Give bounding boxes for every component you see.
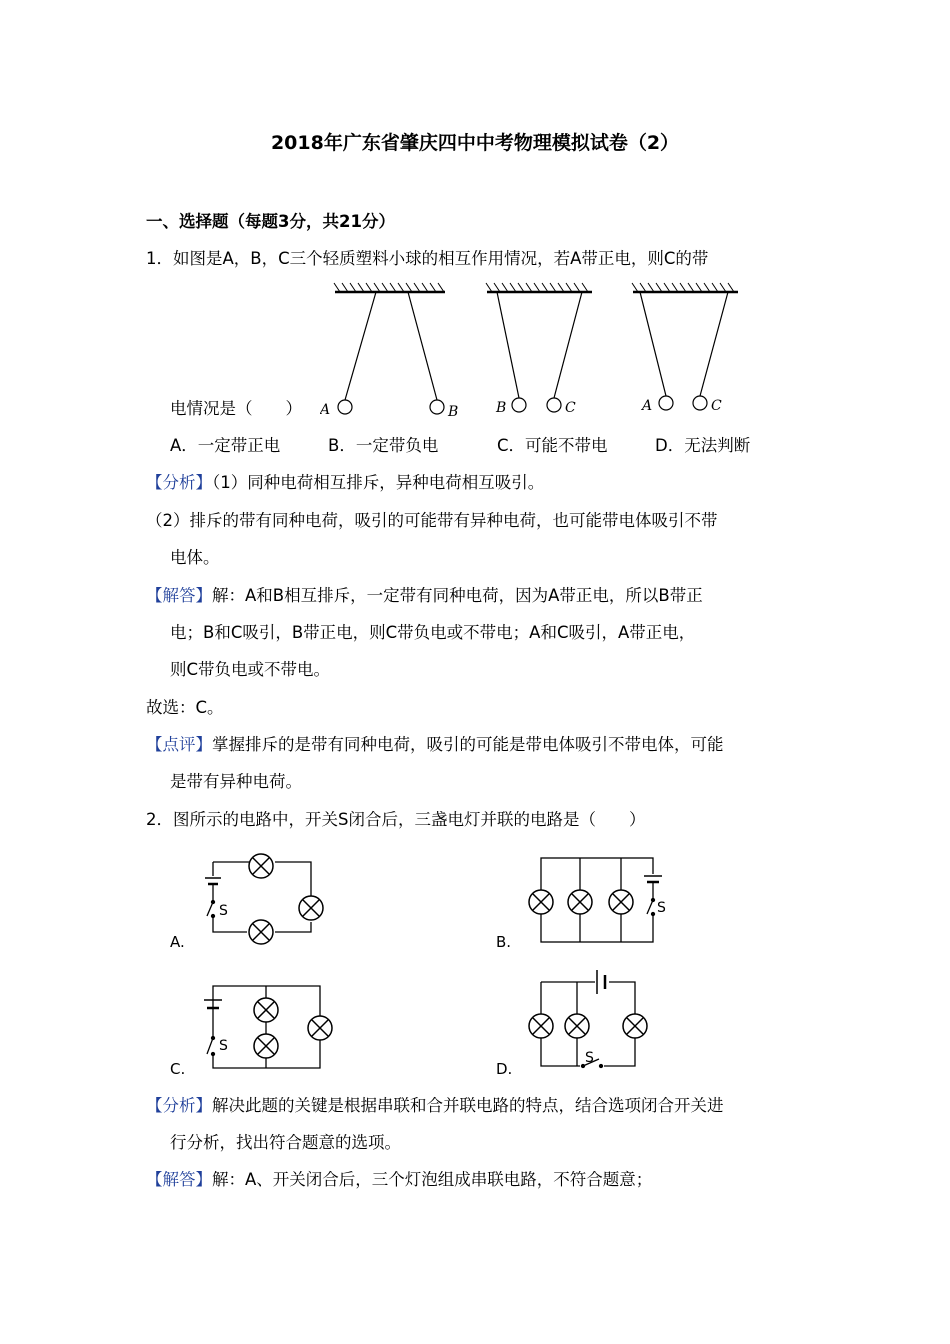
ceiling-3 [632,283,738,292]
lamp-icon [623,1014,647,1038]
ceiling-1 [334,283,445,292]
page-title: 2018年广东省肇庆四中中考物理模拟试卷（2） [270,132,680,154]
q1-option-b: B．一定带负电 [328,436,439,455]
q1-analysis-line3: 电体。 [170,548,220,567]
q1-pendulum-figure [320,280,750,420]
analysis-tag: 【分析】 [146,473,212,492]
section-heading: 一、选择题（每题3分，共21分） [146,212,395,231]
circuit-d [525,962,675,1072]
q1-option-d: D．无法判断 [655,436,751,455]
analysis-text-1: 解决此题的关键是根据串联和合并联电路的特点，结合选项闭合开关进 [212,1096,724,1115]
lamp-icon [568,890,592,914]
lamp-icon [249,854,273,878]
q1-answer-line3: 则C带负电或不带电。 [170,660,331,679]
comment-text-1: 掌握排斥的是带有同种电荷，吸引的可能是带电体吸引不带电体，可能 [212,735,724,754]
ball-a [338,400,352,414]
analysis-tag: 【分析】 [146,1096,212,1115]
q2-analysis [146,1094,724,1118]
q2-option-d-label: D. [496,1060,513,1078]
ball-c-3 [693,396,707,410]
answer-text-1: 解：A、开关闭合后，三个灯泡组成串联电路，不符合题意； [212,1170,653,1189]
q2-option-a-label: A. [170,933,185,951]
lamp-icon [254,998,278,1022]
ball-label-c-2: C [565,400,576,416]
q2-option-c-label: C. [170,1060,186,1078]
lamp-icon [249,920,273,944]
q1-answer [146,584,703,608]
q2-analysis-line2: 行分析，找出符合题意的选项。 [170,1133,401,1152]
lamp-icon [609,890,633,914]
q1-stem-line1: 1．如图是A，B，C三个轻质塑料小球的相互作用情况，若A带正电，则C的带 [146,249,709,268]
ball-label-a: A [320,402,331,418]
lamp-icon [529,1014,553,1038]
switch-label: S [219,1038,228,1054]
q2-answer [146,1168,652,1192]
q1-comment [146,733,724,757]
q1-choice: 故选：C。 [146,698,224,717]
switch-label: S [219,903,228,919]
switch-label: S [657,900,666,916]
q1-option-a: A．一定带正电 [170,436,281,455]
q1-option-c: C．可能不带电 [497,436,608,455]
circuit-a [195,850,335,945]
ceiling-2 [486,283,592,292]
q2-option-b-label: B. [496,933,512,951]
answer-tag: 【解答】 [146,586,212,605]
q1-stem-line2: 电情况是（ ） [170,399,302,418]
ball-b [430,400,444,414]
ball-label-c-3: C [711,398,722,414]
ball-label-b: B [448,404,459,420]
q1-analysis-line2: （2）排斥的带有同种电荷，吸引的可能带有异种电荷，也可能带电体吸引不带 [146,511,718,530]
ball-label-a-3: A [642,398,653,414]
ball-label-b-2: B [496,400,507,416]
q2-stem: 2．图所示的电路中，开关S闭合后，三盏电灯并联的电路是（ ） [146,810,646,829]
comment-tag: 【点评】 [146,735,212,754]
answer-text-1: 解：A和B相互排斥，一定带有同种电荷，因为A带正电，所以B带正 [212,586,703,605]
answer-tag: 【解答】 [146,1170,212,1189]
lamp-icon [254,1034,278,1058]
circuit-c [195,978,345,1078]
ball-b-2 [512,398,526,412]
lamp-icon [299,896,323,920]
ball-c-2 [547,398,561,412]
ball-a-3 [659,396,673,410]
q1-answer-line2: 电；B和C吸引，B带正电，则C带负电或不带电；A和C吸引，A带正电， [170,623,696,642]
q1-comment-line2: 是带有异种电荷。 [170,772,302,791]
lamp-icon [308,1016,332,1040]
analysis-text-1: （1）同种电荷相互排斥，异种电荷相互吸引。 [212,473,545,492]
circuit-b [525,850,675,950]
lamp-icon [565,1014,589,1038]
switch-label: S [585,1050,594,1066]
q1-analysis [146,471,544,495]
lamp-icon [529,890,553,914]
